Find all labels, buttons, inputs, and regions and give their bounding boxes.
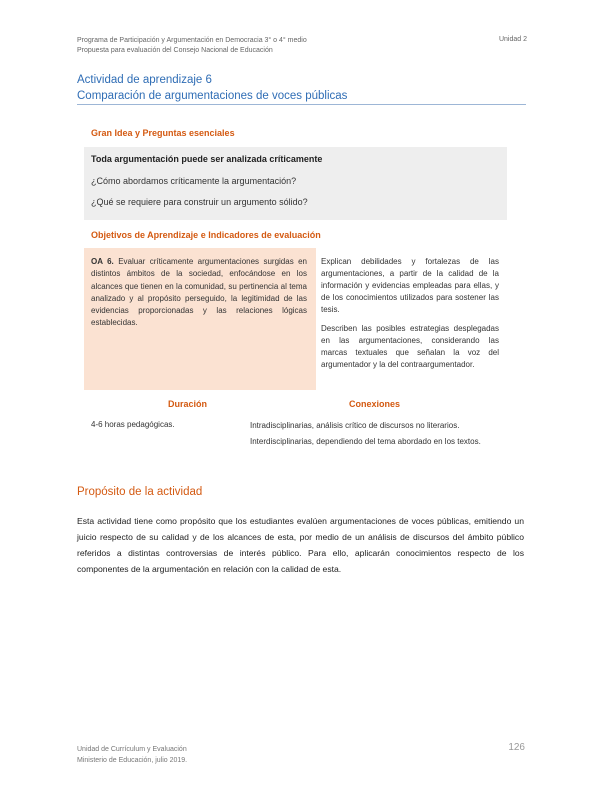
page-header <box>77 36 307 56</box>
duration-value: 4-6 horas pedagógicas. <box>91 420 175 429</box>
purpose-text: Esta actividad tiene como propósito que los estudiantes evalúen argumentaciones de voces públicas, emitiendo un juicio respecto de su calidad y de los alcances de esta, por medio de un análisis de discursos del ámbito público referidos a distintas controversias de interés público. Para ello, aplicarán conocimientos respecto de los componentes de la argumentación en relación con la calidad de esta. <box>77 516 524 574</box>
gran-idea-statement: Toda argumentación puede ser analizada críticamente <box>91 154 323 164</box>
oa-text: Evaluar críticamente argumentaciones surgidas en distintos ámbitos de la sociedad, enfocándose en los alcances que tienen en la comunidad, su pertinencia al tema analizado y al propósito perseguido, la legitimidad de las evidencias proporcionadas y las relaciones lógicas establecidas. <box>91 257 307 328</box>
activity-title: Actividad de aprendizaje 6 <box>77 74 212 86</box>
duration-heading: Duración <box>168 399 208 409</box>
oa-code: OA 6. <box>91 257 114 266</box>
indicator: Describen las posibles estrategias desplegadas en las argumentaciones, considerando las marcas textuales que señalan la voz del argumentador y la del contraargumentador. <box>321 324 499 370</box>
gran-idea-heading: Gran Idea y Preguntas esenciales <box>91 128 235 138</box>
purpose-heading: Propósito de la actividad <box>77 486 203 498</box>
essential-question: ¿Qué se requiere para construir un argumento sólido? <box>91 197 308 207</box>
footer-ministry: Ministerio de Educación, julio 2019. <box>77 757 188 764</box>
objectives-heading: Objetivos de Aprendizaje e Indicadores de evaluación <box>91 230 321 240</box>
connections-heading: Conexiones <box>349 399 401 409</box>
connection-item: Intradisciplinarias, análisis crítico de discursos no literarios. <box>250 421 460 430</box>
header-unit: Unidad 2 <box>498 36 527 43</box>
connection-item: Interdisciplinarias, dependiendo del tema abordado en los textos. <box>250 437 481 446</box>
page-number: 126 <box>508 742 525 753</box>
header-program: Programa de Participación y Argumentación en Democracia 3° o 4° medio <box>77 37 307 44</box>
indicator: Explican debilidades y fortalezas de las argumentaciones, a partir de la calidad de la información y evidencias empleadas para ellas, y de los conocimientos utilizados para sostener las tesis. <box>321 257 499 315</box>
title-divider <box>77 104 526 105</box>
activity-subtitle: Comparación de argumentaciones de voces públicas <box>77 90 348 102</box>
page-footer <box>77 744 187 766</box>
oa-description <box>91 256 307 330</box>
essential-question: ¿Cómo abordamos críticamente la argumentación? <box>91 176 297 186</box>
header-proposal: Propuesta para evaluación del Consejo Nacional de Educación <box>77 47 273 54</box>
footer-unit: Unidad de Currículum y Evaluación <box>77 746 187 753</box>
activity-title-block <box>77 72 347 104</box>
